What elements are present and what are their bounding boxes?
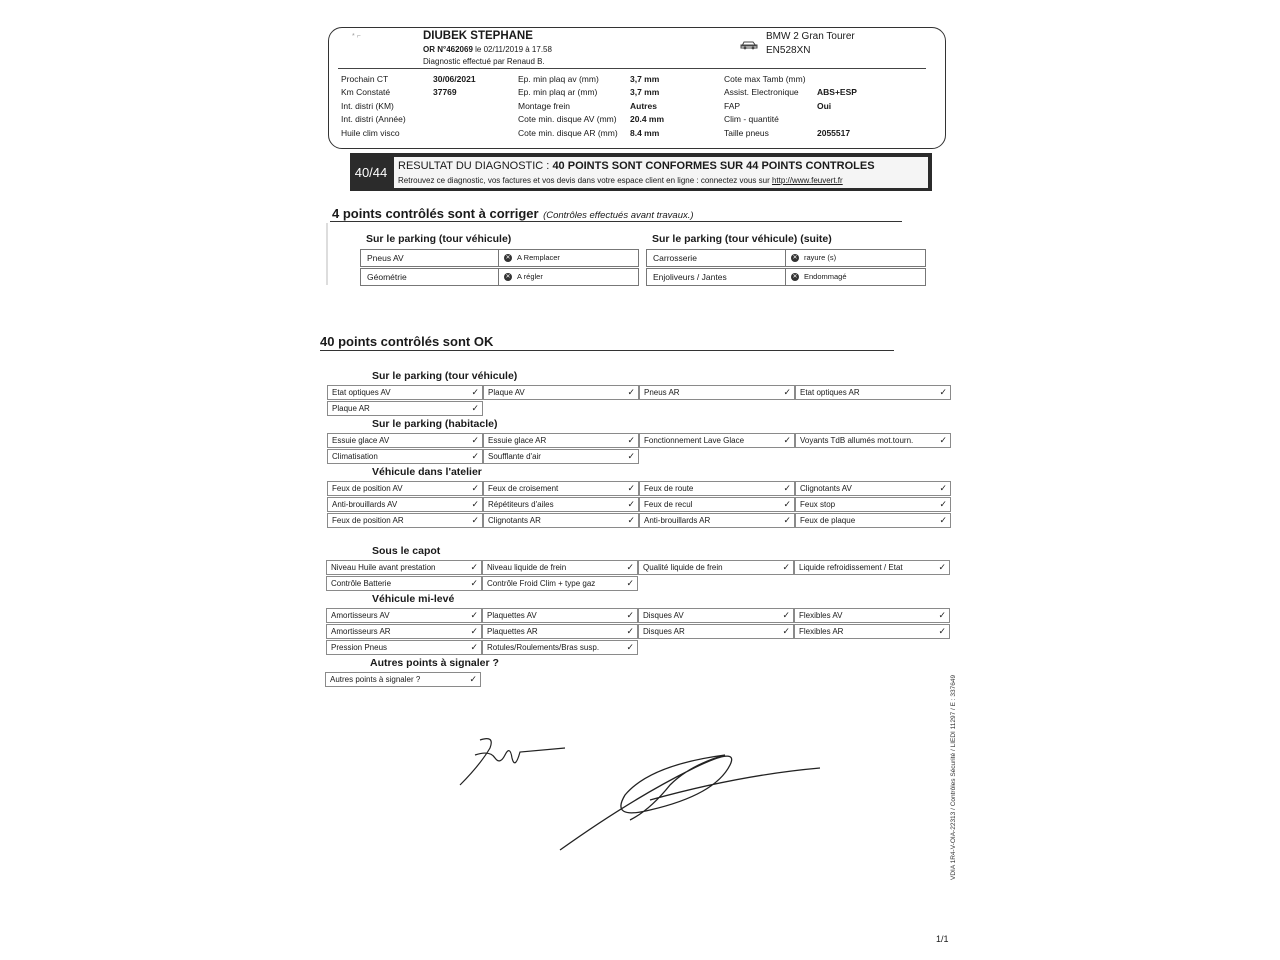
- detail-value: 37769: [433, 87, 457, 97]
- result-subtitle: [398, 176, 843, 185]
- ok-item-label: Feux de recul: [644, 500, 693, 509]
- ok-item: [483, 385, 639, 400]
- check-icon: ✓: [470, 578, 478, 588]
- ok-item: [638, 608, 794, 623]
- ok-item-label: Amortisseurs AV: [331, 611, 390, 620]
- check-icon: ✓: [627, 483, 635, 493]
- ok-item: [795, 385, 951, 400]
- detail-value: 3,7 mm: [630, 74, 660, 84]
- result-subtitle-text: Retrouvez ce diagnostic, vos factures et vos devis dans votre espace client en ligne : connectez vous sur: [398, 176, 772, 185]
- ok-item: [795, 497, 951, 512]
- or-date: le 02/11/2019 à 17.58: [472, 45, 552, 54]
- fix-status-text: A Remplacer: [517, 253, 560, 262]
- check-icon: ✓: [627, 515, 635, 525]
- ok-item-label: Feux de position AR: [332, 516, 404, 525]
- ok-item-label: Amortisseurs AR: [331, 627, 391, 636]
- check-icon: ✓: [783, 483, 791, 493]
- check-icon: ✓: [627, 451, 635, 461]
- ok-item-label: Contrôle Batterie: [331, 579, 392, 588]
- ok-item-label: Flexibles AR: [799, 627, 844, 636]
- fix-group-title: Sur le parking (tour véhicule) (suite): [652, 233, 832, 245]
- ok-item: [794, 624, 950, 639]
- check-icon: ✓: [626, 642, 634, 652]
- cross-icon: ✕: [505, 255, 511, 261]
- ok-item: [326, 640, 482, 655]
- ok-item-label: Feux de plaque: [800, 516, 856, 525]
- ok-item-label: Feux stop: [800, 500, 836, 509]
- page-number: 1/1: [936, 934, 949, 944]
- check-icon: ✓: [939, 483, 947, 493]
- detail-value: 8.4 mm: [630, 128, 660, 138]
- detail-label: Cote min. disque AR (mm): [518, 128, 618, 138]
- header-divider: [338, 68, 926, 69]
- ok-item-label: Répétiteurs d'ailes: [488, 500, 554, 509]
- ok-item: [482, 560, 638, 575]
- ok-item: [639, 385, 795, 400]
- detail-label: Ep. min plaq av (mm): [518, 74, 599, 84]
- car-icon: [740, 38, 758, 50]
- check-icon: ✓: [626, 578, 634, 588]
- ok-item-label: Feux de route: [644, 484, 694, 493]
- check-icon: ✓: [470, 562, 478, 572]
- detail-label: Cote min. disque AV (mm): [518, 114, 617, 124]
- ok-item-label: Anti-brouillards AV: [332, 500, 398, 509]
- ok-item: [483, 513, 639, 528]
- ok-item: [638, 624, 794, 639]
- ok-item: [327, 433, 483, 448]
- check-icon: ✓: [939, 435, 947, 445]
- ok-item-label: Liquide refroidissement / Etat: [799, 563, 903, 572]
- fix-status: [498, 268, 639, 286]
- or-line: [423, 45, 552, 54]
- ok-item-label: Disques AR: [643, 627, 685, 636]
- ok-item: [326, 576, 482, 591]
- ok-item: [794, 560, 950, 575]
- cross-icon: ✕: [505, 274, 511, 280]
- ok-item: [327, 401, 483, 416]
- ok-section-title: Véhicule mi-levé: [372, 593, 455, 605]
- check-icon: ✓: [471, 435, 479, 445]
- score-badge: 40/44: [354, 164, 388, 180]
- to-fix-title-text: 4 points contrôlés sont à corriger: [332, 206, 539, 221]
- result-title-prefix: RESULTAT DU DIAGNOSTIC :: [398, 160, 553, 172]
- ok-item-label: Flexibles AV: [799, 611, 843, 620]
- fix-item: Carrosserie: [646, 249, 786, 267]
- ok-item: [482, 576, 638, 591]
- ok-item: [794, 608, 950, 623]
- ok-item: [795, 513, 951, 528]
- to-fix-note: (Contrôles effectués avant travaux.): [543, 210, 694, 221]
- ok-item-label: Clignotants AR: [488, 516, 541, 525]
- detail-label: Km Constaté: [341, 87, 391, 97]
- detail-label: Montage frein: [518, 101, 570, 111]
- ok-item: [327, 497, 483, 512]
- vehicle-plate: EN528XN: [766, 45, 811, 56]
- ok-item-label: Voyants TdB allumés mot.tourn.: [800, 436, 914, 445]
- header-mark: * ⌐: [352, 33, 361, 40]
- result-title: [398, 160, 875, 172]
- ok-item-label: Rotules/Roulements/Bras susp.: [487, 643, 600, 652]
- ok-item-label: Plaquettes AV: [487, 611, 537, 620]
- fix-status-text: Endommagé: [804, 272, 847, 281]
- ok-item-label: Niveau Huile avant prestation: [331, 563, 436, 572]
- ok-item-label: Disques AV: [643, 611, 684, 620]
- detail-label: Int. distri (KM): [341, 101, 394, 111]
- detail-label: Prochain CT: [341, 74, 389, 84]
- check-icon: ✓: [782, 562, 790, 572]
- ok-section-title: Sur le parking (habitacle): [372, 418, 498, 430]
- ok-item: [326, 608, 482, 623]
- ok-item-label: Pneus AR: [644, 388, 680, 397]
- check-icon: ✓: [782, 610, 790, 620]
- check-icon: ✓: [783, 387, 791, 397]
- check-icon: ✓: [782, 626, 790, 636]
- signature-client: [460, 739, 565, 785]
- ok-item: [482, 624, 638, 639]
- ok-item: [795, 433, 951, 448]
- feuvert-link[interactable]: http://www.feuvert.fr: [771, 176, 843, 185]
- detail-value: 2055517: [817, 128, 851, 138]
- detail-label: Assist. Electronique: [724, 87, 799, 97]
- ok-item: [483, 433, 639, 448]
- ok-item-label: Pression Pneus: [331, 643, 388, 652]
- to-fix-rule: [330, 221, 902, 222]
- detail-value: 20.4 mm: [630, 114, 665, 124]
- detail-label: Huile clim visco: [341, 128, 400, 138]
- to-fix-side: [326, 223, 328, 285]
- ok-item-label: Qualité liquide de frein: [643, 563, 723, 572]
- ok-item-label: Niveau liquide de frein: [487, 563, 567, 572]
- ok-item-label: Plaque AV: [488, 388, 525, 397]
- ok-item-label: Etat optiques AV: [332, 388, 391, 397]
- diagnostic-by: Diagnostic effectué par Renaud B.: [423, 57, 545, 66]
- ok-item-label: Autres points à signaler ?: [330, 675, 421, 684]
- check-icon: ✓: [626, 562, 634, 572]
- check-icon: ✓: [471, 451, 479, 461]
- check-icon: ✓: [627, 387, 635, 397]
- fix-group-title: Sur le parking (tour véhicule): [366, 233, 512, 245]
- fix-item: Pneus AV: [360, 249, 499, 267]
- detail-value: Autres: [630, 101, 657, 111]
- or-number: OR N°462069: [423, 45, 473, 54]
- client-name: DIUBEK STEPHANE: [423, 30, 533, 42]
- check-icon: ✓: [470, 610, 478, 620]
- check-icon: ✓: [626, 626, 634, 636]
- ok-item: [483, 449, 639, 464]
- ok-item-label: Soufflante d'air: [488, 452, 541, 461]
- detail-value: 30/06/2021: [433, 74, 476, 84]
- ok-section-title: Autres points à signaler ?: [370, 657, 499, 669]
- ok-item-label: Plaquettes AR: [487, 627, 538, 636]
- ok-title: 40 points contrôlés sont OK: [320, 334, 494, 349]
- check-icon: ✓: [627, 499, 635, 509]
- check-icon: ✓: [939, 499, 947, 509]
- result-title-bold: 40 POINTS SONT CONFORMES SUR 44 POINTS CONTROLES: [552, 160, 875, 172]
- ok-item-label: Etat optiques AR: [800, 388, 860, 397]
- detail-value: 3,7 mm: [630, 87, 660, 97]
- ok-item: [795, 481, 951, 496]
- detail-label: FAP: [724, 101, 741, 111]
- signatures: [450, 730, 850, 860]
- check-icon: ✓: [783, 435, 791, 445]
- vertical-reference: VDIA 1R4-V-OIA-22313 / Contrôles Sécurité / LIEDI 11297 / E : 337649: [950, 674, 957, 880]
- ok-item: [639, 513, 795, 528]
- check-icon: ✓: [939, 515, 947, 525]
- ok-item-label: Plaque AR: [332, 404, 370, 413]
- check-icon: ✓: [469, 674, 477, 684]
- check-icon: ✓: [938, 610, 946, 620]
- signature-technician: [560, 755, 820, 850]
- ok-item: [639, 481, 795, 496]
- ok-item: [326, 560, 482, 575]
- ok-item: [639, 433, 795, 448]
- ok-item: [327, 385, 483, 400]
- ok-item: [638, 560, 794, 575]
- ok-item-label: Essuie glace AV: [332, 436, 390, 445]
- detail-value: ABS+ESP: [817, 87, 857, 97]
- ok-item: [327, 513, 483, 528]
- fix-status-text: A régler: [517, 272, 543, 281]
- ok-item-label: Essuie glace AR: [488, 436, 547, 445]
- ok-item: [326, 624, 482, 639]
- fix-status: [785, 249, 926, 267]
- ok-item-label: Climatisation: [332, 452, 378, 461]
- detail-value: Oui: [817, 101, 832, 111]
- check-icon: ✓: [470, 642, 478, 652]
- detail-label: Cote max Tamb (mm): [724, 74, 806, 84]
- fix-status: [785, 268, 926, 286]
- cross-icon: ✕: [792, 255, 798, 261]
- ok-item-label: Fonctionnement Lave Glace: [644, 436, 745, 445]
- ok-item: [327, 481, 483, 496]
- check-icon: ✓: [627, 435, 635, 445]
- ok-item-label: Clignotants AV: [800, 484, 852, 493]
- check-icon: ✓: [471, 387, 479, 397]
- ok-item: [325, 672, 481, 687]
- detail-label: Taille pneus: [724, 128, 769, 138]
- cross-icon: ✕: [792, 274, 798, 280]
- check-icon: ✓: [471, 499, 479, 509]
- detail-label: Clim - quantité: [724, 114, 779, 124]
- ok-item: [482, 640, 638, 655]
- fix-status: [498, 249, 639, 267]
- ok-item-label: Feux de croisement: [488, 484, 559, 493]
- ok-section-title: Sous le capot: [372, 545, 441, 557]
- vehicle-model: BMW 2 Gran Tourer: [766, 31, 855, 42]
- ok-item-label: Contrôle Froid Clim + type gaz: [487, 579, 596, 588]
- ok-item: [639, 497, 795, 512]
- ok-item-label: Anti-brouillards AR: [644, 516, 711, 525]
- fix-status-text: rayure (s): [804, 253, 837, 262]
- check-icon: ✓: [470, 626, 478, 636]
- check-icon: ✓: [939, 387, 947, 397]
- ok-item-label: Feux de position AV: [332, 484, 403, 493]
- check-icon: ✓: [783, 515, 791, 525]
- check-icon: ✓: [626, 610, 634, 620]
- fix-item: Géométrie: [360, 268, 499, 286]
- check-icon: ✓: [471, 515, 479, 525]
- ok-section-title: Sur le parking (tour véhicule): [372, 370, 518, 382]
- check-icon: ✓: [783, 499, 791, 509]
- ok-item: [482, 608, 638, 623]
- check-icon: ✓: [938, 562, 946, 572]
- detail-label: Ep. min plaq ar (mm): [518, 87, 598, 97]
- ok-item: [483, 497, 639, 512]
- check-icon: ✓: [938, 626, 946, 636]
- detail-label: Int. distri (Année): [341, 114, 406, 124]
- check-icon: ✓: [471, 403, 479, 413]
- fix-item: Enjoliveurs / Jantes: [646, 268, 786, 286]
- ok-item: [327, 449, 483, 464]
- ok-rule: [320, 350, 894, 351]
- check-icon: ✓: [471, 483, 479, 493]
- ok-item: [483, 481, 639, 496]
- ok-section-title: Véhicule dans l'atelier: [372, 466, 482, 478]
